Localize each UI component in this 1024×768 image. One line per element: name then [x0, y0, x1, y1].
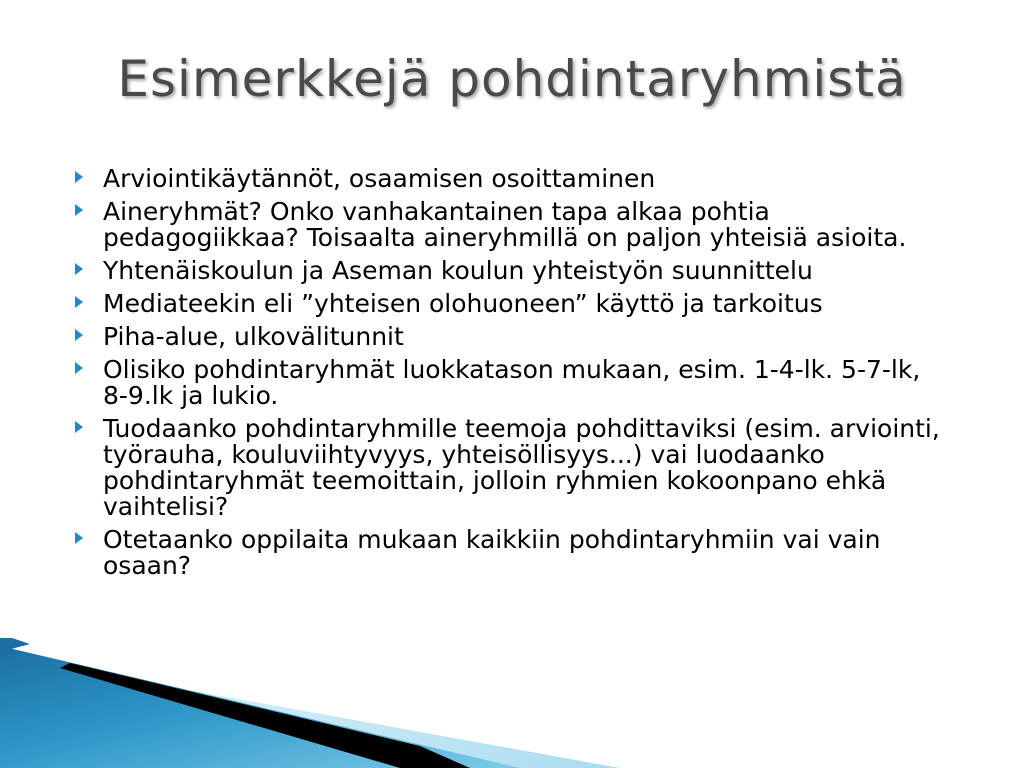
- bullet-text: Yhtenäiskoulun ja Aseman koulun yhteistyön suunnittelu: [103, 256, 813, 285]
- bullet-text: Piha-alue, ulkovälitunnit: [103, 322, 404, 351]
- triangle-right-icon: [75, 204, 83, 216]
- bullet-text: Arviointikäytännöt, osaamisen osoittaminen: [103, 164, 656, 193]
- corner-decoration: [0, 638, 1024, 768]
- triangle-right-icon: [75, 296, 83, 308]
- bullet-text: Aineryhmät? Onko vanhakantainen tapa alkaa pohtia pedagogiikkaa? Toisaalta aineryhmillä on paljon yhteisiä asioita.: [103, 197, 907, 252]
- triangle-right-icon: [75, 362, 83, 374]
- bullet-text: Olisiko pohdintaryhmät luokkatason mukaan, esim. 1-4-lk. 5-7-lk, 8-9.lk ja lukio.: [103, 355, 921, 410]
- list-item: [72, 291, 952, 317]
- list-item: [72, 166, 952, 192]
- bullet-text: Tuodaanko pohdintaryhmille teemoja pohdittaviksi (esim. arviointi, työrauha, kouluviihtyvyys, yhteisöllisyys...) vai luodaanko pohdintaryhmät teemoittain, jolloin ryhmien kokoonpano ehkä vaihtelisi?: [103, 414, 940, 521]
- list-item: [72, 416, 952, 520]
- decoration-blue-band: [0, 646, 520, 768]
- bullet-text: Mediateekin eli ”yhteisen olohuoneen” käyttö ja tarkoitus: [103, 289, 823, 318]
- list-item: [72, 199, 952, 251]
- triangle-right-icon: [75, 263, 83, 275]
- bullet-text: Otetaanko oppilaita mukaan kaikkiin pohdintaryhmiin vai vain osaan?: [103, 525, 881, 580]
- list-item: [72, 258, 952, 284]
- list-item: [72, 357, 952, 409]
- bullet-list: [72, 166, 952, 586]
- list-item: [72, 324, 952, 350]
- triangle-right-icon: [75, 532, 83, 544]
- triangle-right-icon: [75, 171, 83, 183]
- list-item: [72, 527, 952, 579]
- triangle-right-icon: [75, 329, 83, 341]
- triangle-right-icon: [75, 421, 83, 433]
- slide-title: Esimerkkejä pohdintaryhmistä: [117, 50, 907, 108]
